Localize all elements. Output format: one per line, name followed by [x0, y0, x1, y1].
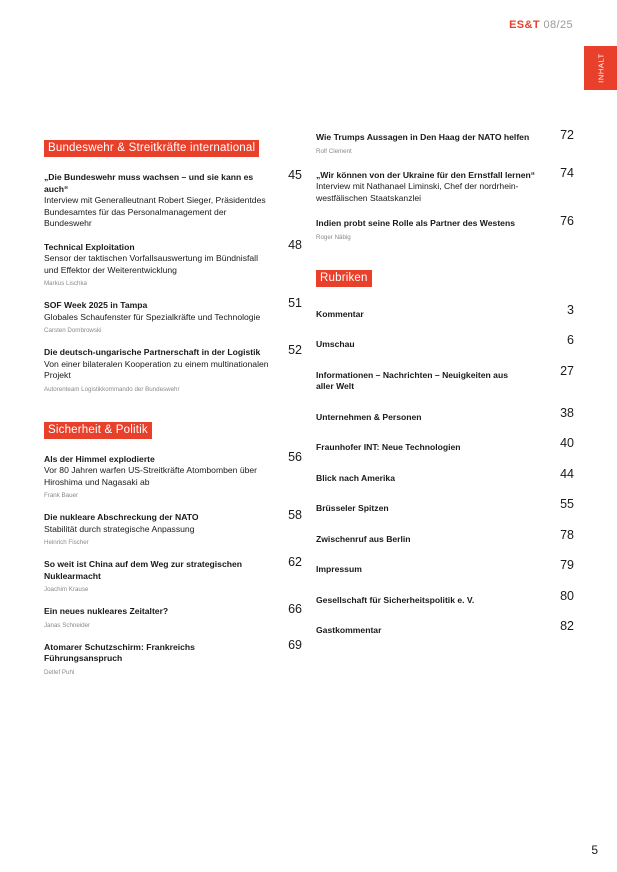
rubrik-title: Kommentar: [316, 308, 364, 319]
entry-page: 56: [288, 449, 302, 464]
rubrik-title: Informationen – Nachrichten – Neuigkeiten aus aller Welt: [316, 369, 508, 391]
entry-page: 74: [560, 165, 574, 180]
entry-subtitle: Interview mit Nathanael Liminski, Chef der nordrhein-westfälischen Staatskanzlei: [316, 181, 519, 203]
toc-entry[interactable]: [44, 602, 302, 630]
rubrik-item[interactable]: [316, 333, 574, 351]
entry-title: So weit ist China auf dem Weg zur strategischen Nuklearmacht: [44, 559, 243, 581]
rubrik-item[interactable]: [316, 466, 574, 485]
entry-page: 76: [560, 214, 574, 228]
rubrik-item[interactable]: [316, 405, 574, 424]
rubrik-title: Zwischenruf aus Berlin: [316, 533, 411, 544]
entry-subtitle: Von einer bilateralen Kooperation zu einem multinationalen Projekt: [44, 358, 269, 380]
rubrik-item[interactable]: [316, 619, 574, 637]
entry-title: „Die Bundeswehr muss wachsen – und sie kann es auch“: [44, 172, 254, 194]
rubrik-page: 44: [560, 466, 574, 481]
entry-page: 62: [288, 555, 302, 569]
rubrik-page: 3: [567, 302, 574, 317]
rubrik-item[interactable]: [316, 527, 574, 546]
entry-page: 72: [560, 128, 574, 142]
toc-entry[interactable]: [44, 237, 302, 289]
section-label: Rubriken: [316, 270, 372, 287]
entry-title: SOF Week 2025 in Tampa: [44, 300, 148, 310]
rubrik-page: 27: [560, 363, 574, 378]
rubrik-item[interactable]: [316, 558, 574, 576]
page-number: 5: [591, 843, 598, 857]
section-heading: [44, 138, 302, 157]
toc-entry[interactable]: [44, 555, 302, 594]
rubrik-title: Unternehmen & Personen: [316, 411, 422, 422]
toc-entry[interactable]: [44, 168, 302, 230]
rubrik-title: Gesellschaft für Sicherheitspolitik e. V.: [316, 594, 475, 605]
toc-entry[interactable]: [316, 165, 574, 205]
rubrik-page: 55: [560, 497, 574, 511]
entry-author: Janas Schneider: [44, 621, 91, 629]
toc-entry[interactable]: [44, 508, 302, 547]
entry-author: Frank Bauer: [44, 492, 79, 499]
entry-title: Atomarer Schutzschirm: Frankreichs Führungsanspruch: [44, 641, 195, 663]
rubrik-title: Umschau: [316, 339, 355, 349]
rubrik-item[interactable]: [316, 436, 574, 454]
rubrik-page: 82: [560, 619, 574, 633]
toc-entry[interactable]: [44, 296, 302, 335]
section-heading: [316, 268, 574, 287]
rubrik-page: 40: [560, 436, 574, 450]
entry-page: 52: [288, 343, 302, 357]
entry-page: 45: [288, 168, 302, 182]
left-column: [44, 138, 302, 677]
rubrik-title: Gastkommentar: [316, 625, 382, 635]
issue-number: 08/25: [543, 19, 573, 31]
toc-entry[interactable]: [316, 214, 574, 242]
entry-author: Autorenteam Logistikkommando der Bundeswehr: [44, 385, 180, 393]
toc-entry[interactable]: [44, 449, 302, 501]
rubrik-page: 79: [560, 558, 574, 572]
section-label: Bundeswehr & Streitkräfte international: [44, 140, 259, 157]
entry-subtitle: Vor 80 Jahren warfen US-Streitkräfte Atombomben über Hiroshima und Nagasaki ab: [44, 465, 258, 487]
entry-author: Markus Lischka: [44, 280, 87, 287]
section-heading: [44, 420, 302, 439]
entry-author: Carsten Dombrowski: [44, 327, 102, 334]
toc-entry[interactable]: [44, 637, 302, 677]
section-tab: [584, 46, 617, 90]
entry-author: Joachim Krause: [44, 586, 89, 593]
rubrik-item[interactable]: [316, 302, 574, 321]
entry-author: Rolf Clement: [316, 147, 352, 155]
rubrik-page: 78: [560, 527, 574, 542]
section-tab-label: INHALT: [596, 53, 605, 83]
toc-entry[interactable]: [316, 128, 574, 156]
rubrik-title: Brüsseler Spitzen: [316, 503, 389, 513]
entry-subtitle: Sensor der taktischen Vorfallsauswertung im Bündnisfall und Effektor der Weiterentwicklung: [44, 253, 258, 275]
entry-title: Die nukleare Abschreckung der NATO: [44, 512, 199, 522]
entry-title: Technical Exploitation: [44, 241, 135, 252]
entry-author: Heinrich Fischer: [44, 539, 89, 546]
entry-subtitle: Stabilität durch strategische Anpassung: [44, 523, 195, 534]
toc-entry[interactable]: [44, 343, 302, 394]
rubrik-title: Blick nach Amerika: [316, 472, 395, 483]
entry-page: 69: [288, 637, 302, 652]
section-label: Sicherheit & Politik: [44, 422, 152, 439]
entry-subtitle: Globales Schaufenster für Spezialkräfte und Technologie: [44, 311, 261, 322]
entry-page: 66: [288, 602, 302, 616]
entry-title: Die deutsch-ungarische Partnerschaft in der Logistik: [44, 347, 261, 357]
entry-page: 58: [288, 508, 302, 522]
entry-subtitle: Interview mit Generalleutnant Robert Sieger, Präsidentdes Bundesamtes für das Personalmanagement der Bundeswehr: [44, 195, 266, 228]
rubrik-item[interactable]: [316, 588, 574, 607]
right-column: [316, 128, 574, 637]
entry-author: Roger Näbig: [316, 233, 351, 241]
entry-title: Ein neues nukleares Zeitalter?: [44, 606, 169, 616]
entry-page: 51: [288, 296, 302, 310]
rubrik-page: 6: [567, 333, 574, 347]
entry-author: Detlef Puhl: [44, 668, 75, 676]
entry-page: 48: [288, 237, 302, 252]
rubrik-page: 80: [560, 588, 574, 603]
rubrik-item[interactable]: [316, 363, 574, 393]
rubrik-page: 38: [560, 405, 574, 420]
entry-title: Als der Himmel explodierte: [44, 453, 155, 464]
rubrik-title: Impressum: [316, 564, 362, 574]
entry-title: Wie Trumps Aussagen in Den Haag der NATO helfen: [316, 132, 530, 142]
issue-header: [509, 19, 573, 31]
entry-title: „Wir können von der Ukraine für den Ernstfall lernen“: [316, 169, 536, 180]
magazine-brand: ES&T: [509, 19, 540, 31]
entry-title: Indien probt seine Rolle als Partner des Westens: [316, 218, 515, 228]
rubrik-title: Fraunhofer INT: Neue Technologien: [316, 442, 461, 452]
rubrik-item[interactable]: [316, 497, 574, 515]
